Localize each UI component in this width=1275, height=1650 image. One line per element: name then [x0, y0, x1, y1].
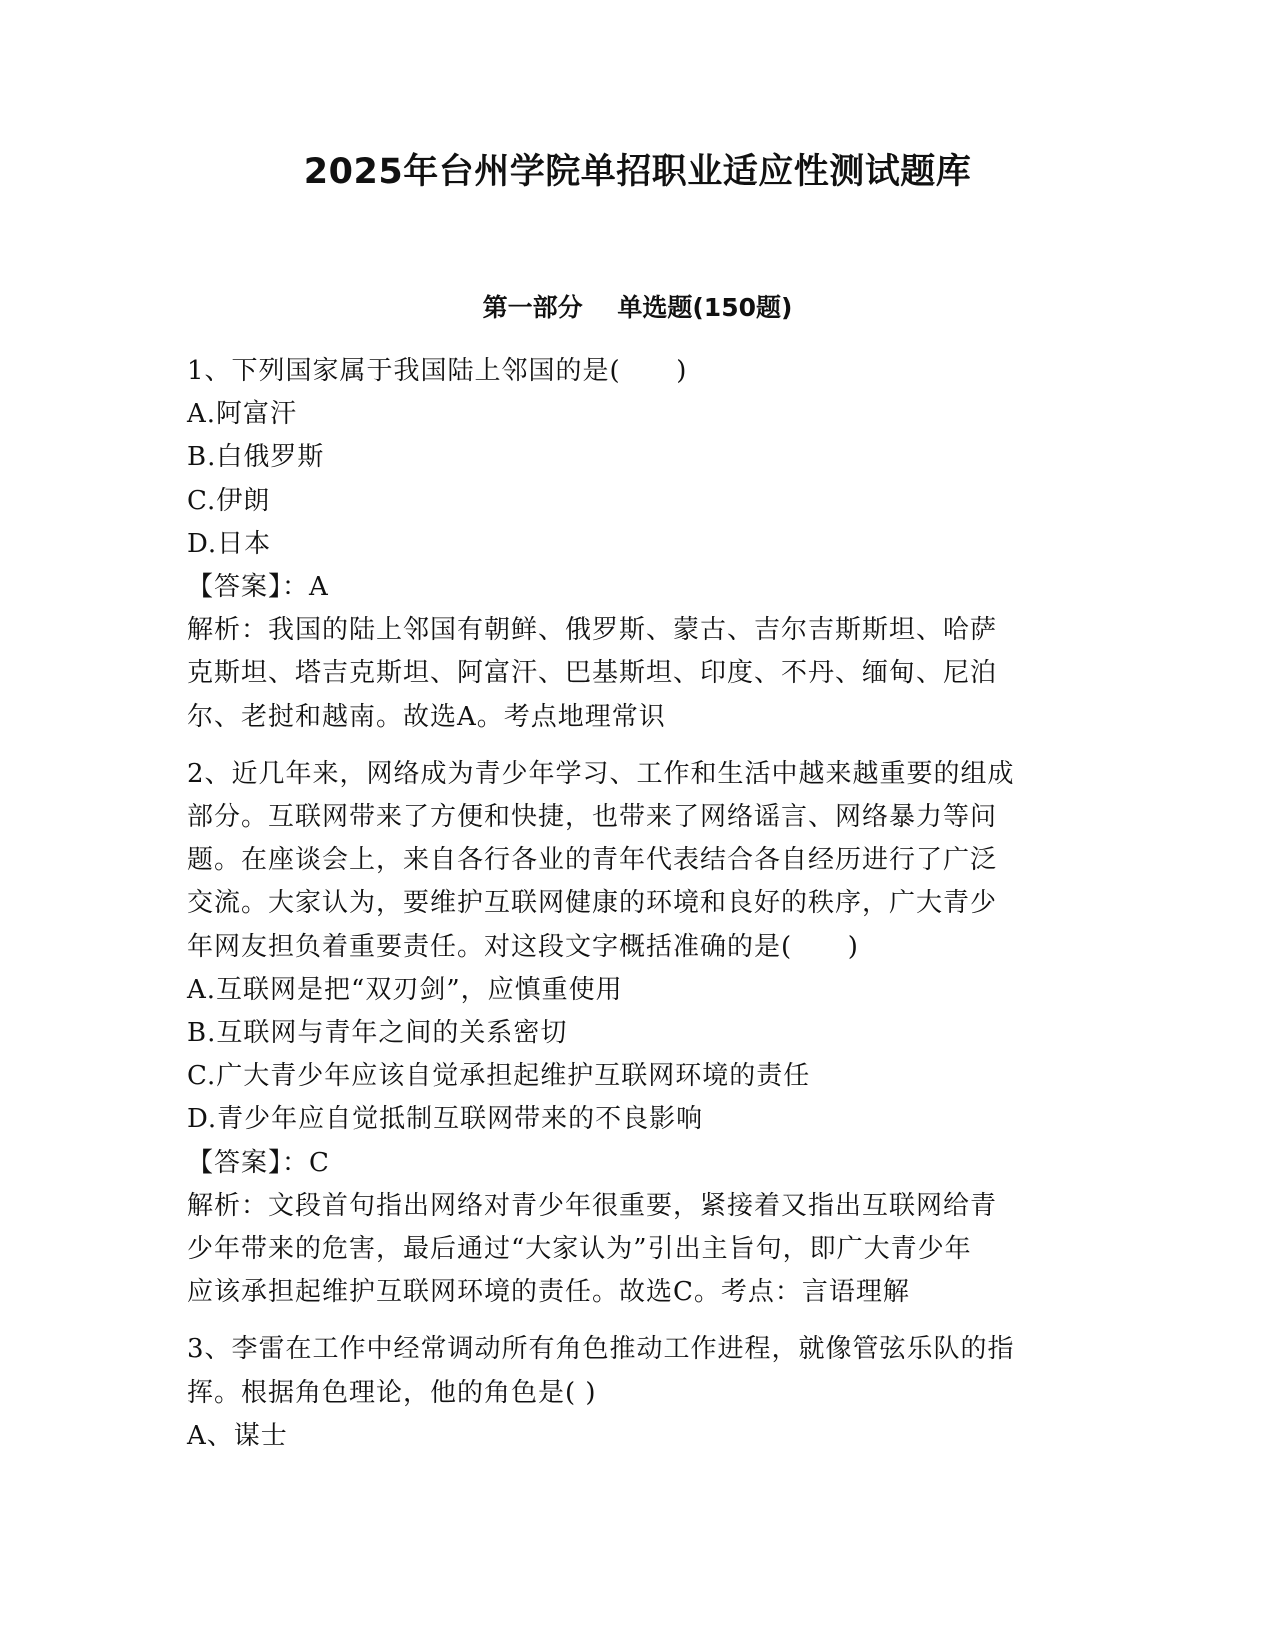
- question-block: [187, 350, 1087, 739]
- answer-option: A.互联网是把“双刃剑”，应慎重使用: [187, 974, 623, 1005]
- answer-option: C.广大青少年应该自觉承担起维护互联网环境的责任: [187, 1061, 811, 1092]
- question-stem: 挥。根据角色理论，他的角色是( ): [187, 1377, 597, 1408]
- document-title: 2025年台州学院单招职业适应性测试题库: [303, 152, 972, 192]
- answer-option: C.伊朗: [187, 485, 271, 516]
- analysis-text: 克斯坦、塔吉克斯坦、阿富汗、巴基斯坦、印度、不丹、缅甸、尼泊: [187, 658, 998, 689]
- question-stem: 1、下列国家属于我国陆上邻国的是( ): [187, 356, 688, 386]
- answer-option: B.白俄罗斯: [187, 442, 325, 473]
- analysis-text: 解析：我国的陆上邻国有朝鲜、俄罗斯、蒙古、吉尔吉斯斯坦、哈萨: [187, 615, 998, 646]
- question-stem: 2、近几年来，网络成为青少年学习、工作和生活中越来越重要的组成: [187, 758, 1015, 789]
- analysis-text: 少年带来的危害，最后通过“大家认为”引出主旨句，即广大青少年: [187, 1234, 972, 1265]
- question-list: [187, 350, 1087, 1458]
- analysis-text: 尔、老挝和越南。故选A。考点地理常识: [187, 701, 666, 732]
- answer-option: A、谋士: [187, 1420, 288, 1451]
- question-stem: 部分。互联网带来了方便和快捷，也带来了网络谣言、网络暴力等问: [187, 802, 998, 833]
- question-stem: 年网友担负着重要责任。对这段文字概括准确的是( ): [187, 931, 859, 962]
- answer-option: A.阿富汗: [187, 399, 298, 430]
- answer-option: B.互联网与青年之间的关系密切: [187, 1018, 568, 1049]
- question-stem: 题。在座谈会上，来自各行各业的青年代表结合各自经历进行了广泛: [187, 845, 998, 876]
- section-title: 第一部分 单选题(150题): [482, 293, 793, 322]
- analysis-text: 解析：文段首句指出网络对青少年很重要，紧接着又指出互联网给青: [187, 1190, 998, 1221]
- answer-key: 【答案】：A: [187, 572, 329, 603]
- answer-option: D.日本: [187, 528, 272, 559]
- question-block: [187, 753, 1087, 1315]
- analysis-text: 应该承担起维护互联网环境的责任。故选C。考点：言语理解: [187, 1277, 910, 1308]
- question-stem: 3、李雷在工作中经常调动所有角色推动工作进程，就像管弦乐队的指: [187, 1334, 1015, 1365]
- question-stem: 交流。大家认为，要维护互联网健康的环境和良好的秩序，广大青少: [187, 888, 998, 919]
- answer-option: D.青少年应自觉抵制互联网带来的不良影响: [187, 1104, 704, 1135]
- answer-key: 【答案】：C: [187, 1147, 330, 1178]
- question-block: [187, 1328, 1087, 1458]
